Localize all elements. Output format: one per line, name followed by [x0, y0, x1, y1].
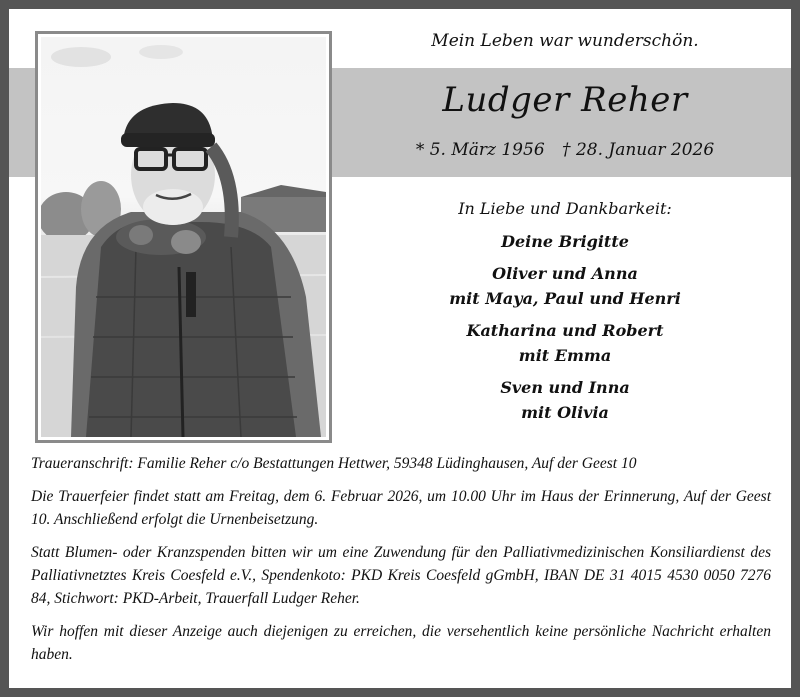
family-line: Katharina und Robert	[466, 321, 664, 340]
family-group	[339, 261, 791, 311]
obituary-notice	[9, 9, 791, 688]
dedication-intro: In Liebe und Dankbarkeit:	[458, 199, 672, 218]
family-line: Sven und Inna	[500, 378, 630, 397]
family-line: Oliver und Anna	[492, 264, 638, 283]
portrait-photo-frame	[35, 31, 332, 443]
family-subline: mit Maya, Paul und Henri	[449, 289, 681, 308]
closing-note: Wir hoffen mit dieser Anzeige auch diejenigen zu erreichen, die versehentlich keine persönliche Nachricht erhalten haben.	[31, 623, 771, 663]
family-group	[339, 229, 791, 254]
family-group	[339, 375, 791, 425]
motto: Mein Leben war wunderschön.	[431, 31, 699, 51]
birth-date: * 5. März 1956	[415, 140, 545, 160]
life-dates	[339, 140, 791, 160]
family-subline: mit Olivia	[521, 403, 609, 422]
portrait-photo	[41, 37, 326, 437]
portrait-illustration	[41, 37, 326, 437]
deceased-name: Ludger Reher	[442, 80, 688, 120]
mourning-address: Traueranschrift: Familie Reher c/o Bestattungen Hettwer, 59348 Lüdinghausen, Auf der Geest 10	[31, 455, 637, 472]
family-list	[339, 229, 791, 432]
donation-request: Statt Blumen- oder Kranzspenden bitten wir um eine Zuwendung für den Palliativmedizinischen Konsiliardienst des Palliativnetztes Kreis Coesfeld e.V., Spendenkoto: PKD Kreis Coesfeld gGmbH, IBAN DE 31 4015 4530 0050 7276 84, Stichwort: PKD-Arbeit, Trauerfall Ludger Reher.	[31, 544, 771, 607]
family-subline: mit Emma	[518, 346, 612, 365]
death-date: † 28. Januar 2026	[562, 140, 715, 160]
family-line: Deine Brigitte	[501, 232, 629, 251]
ceremony-details: Die Trauerfeier findet statt am Freitag, dem 6. Februar 2026, um 10.00 Uhr im Haus der Erinnerung, Auf der Geest 10. Anschließend erfolgt die Urnenbeisetzung.	[31, 488, 771, 528]
family-group	[339, 318, 791, 368]
